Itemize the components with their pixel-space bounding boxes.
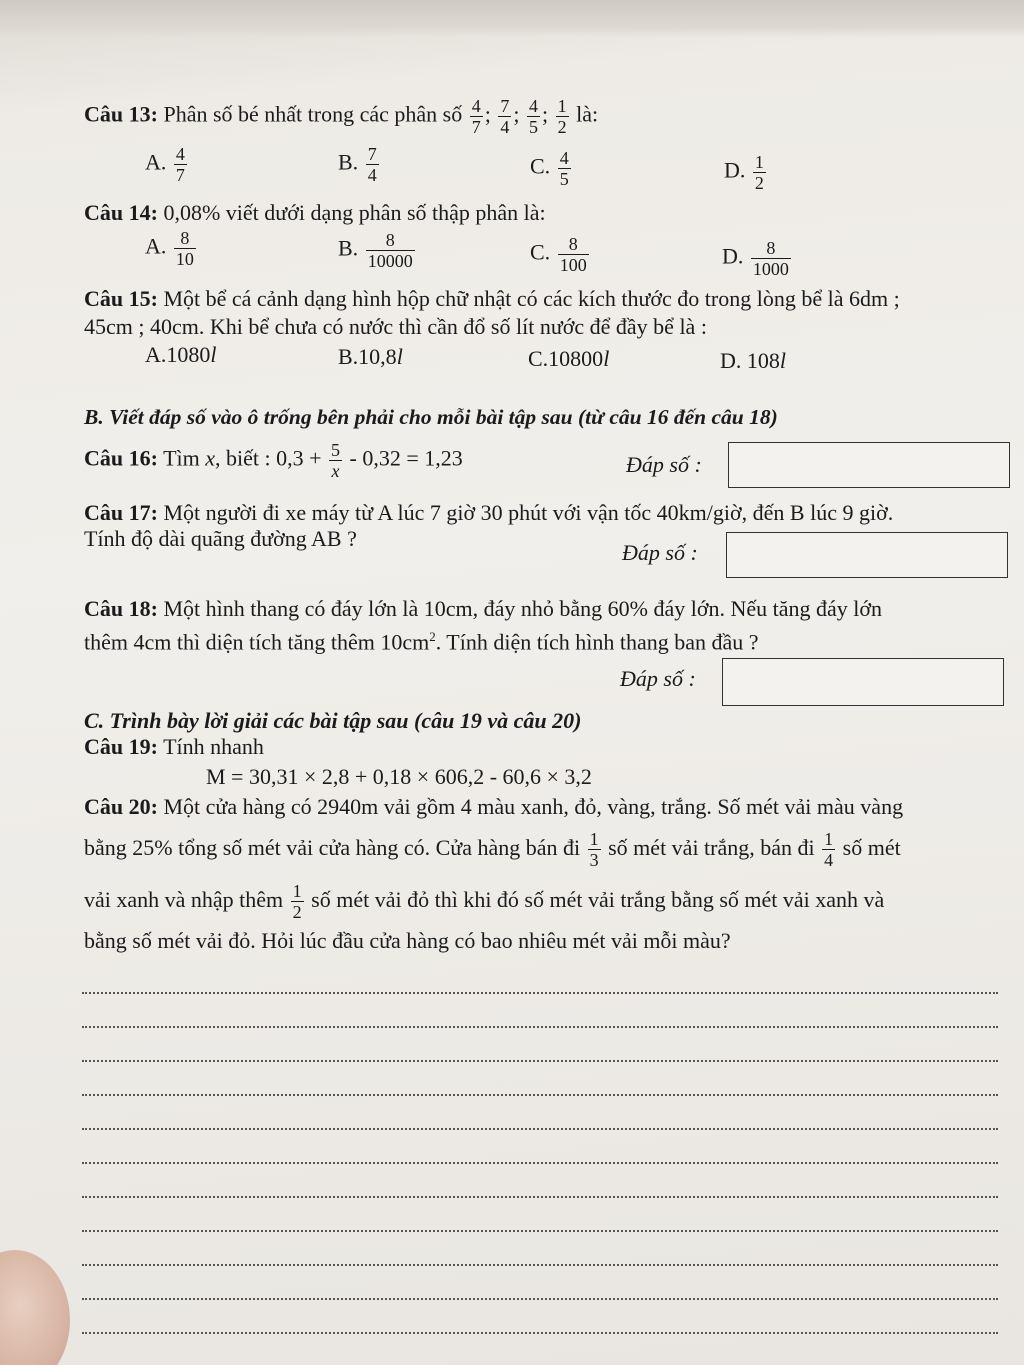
q18-stem-line2: thêm 4cm thì diện tích tăng thêm $10cm^2$. Tính diện tích hình thang ban đầu ? bbox=[84, 629, 759, 655]
q15-label: Câu 15: bbox=[84, 286, 158, 311]
q19-expression: M = 30,31 × 2,8 + 0,18 × 606,2 - 60,6 × 3,2 bbox=[206, 764, 592, 789]
q18-stem-line1: Câu 18: Một hình thang có đáy lớn là 10cm, đáy nhỏ bằng 60% đáy lớn. Nếu tăng đáy lớn bbox=[84, 596, 883, 621]
q14-option-d[interactable]: D. $\frac{8}{1000}$ bbox=[722, 238, 789, 279]
q20-stem-line2: bằng 25% tổng số mét vải cửa hàng có. Cửa hàng bán đi $\frac{1}{3}$ số mét vải trắng, bán đi $\frac{1}{4}$ số mét bbox=[84, 829, 901, 871]
q15-option-d[interactable]: D. 108l bbox=[720, 348, 787, 373]
q17-answer-box[interactable] bbox=[726, 532, 1008, 578]
q15-stem-line1: Câu 15: Một bể cá cảnh dạng hình hộp chữ nhật có các kích thước đo trong lòng bể là 6dm ; bbox=[84, 286, 900, 311]
answer-line-5[interactable] bbox=[82, 1128, 998, 1130]
q16-answer-label: Đáp số : bbox=[626, 452, 702, 477]
q14-stem bbox=[84, 200, 546, 226]
thumb-shadow bbox=[0, 1250, 70, 1365]
answer-line-10[interactable] bbox=[82, 1298, 998, 1300]
q17-answer-label: Đáp số : bbox=[622, 540, 698, 565]
q14-option-c[interactable]: C. $\frac{8}{100}$ bbox=[530, 234, 587, 275]
q17-stem-line1: Câu 17: Một người đi xe máy từ A lúc 7 giờ 30 phút với vận tốc 40km/giờ, đến B lúc 9 giờ. bbox=[84, 500, 894, 525]
q13-option-a[interactable]: A. $\frac{4}{7}$ bbox=[145, 144, 185, 185]
q16-label: Câu 16: bbox=[84, 445, 158, 471]
section-b-heading: B. Viết đáp số vào ô trống bên phải cho mỗi bài tập sau (từ câu 16 đến câu 18) bbox=[84, 405, 778, 429]
q13-frac-4: $\frac{1}{2}$ bbox=[557, 96, 567, 137]
q16-answer-box[interactable] bbox=[728, 442, 1010, 488]
answer-line-7[interactable] bbox=[82, 1196, 998, 1198]
q13-frac-2: $\frac{7}{4}$ bbox=[500, 96, 510, 137]
q17-label: Câu 17: bbox=[84, 500, 158, 525]
q15-option-c[interactable]: C.10800l bbox=[528, 346, 610, 371]
answer-line-9[interactable] bbox=[82, 1264, 998, 1266]
answer-line-11[interactable] bbox=[82, 1332, 998, 1334]
q19-stem: Câu 19: Tính nhanh bbox=[84, 734, 264, 759]
q14-option-b[interactable]: B. $\frac{8}{10000}$ bbox=[338, 230, 413, 271]
answer-line-1[interactable] bbox=[82, 992, 998, 994]
q14-text: 0,08% viết dưới dạng phân số thập phân là: bbox=[163, 200, 546, 225]
answer-line-8[interactable] bbox=[82, 1230, 998, 1232]
q13-option-b[interactable]: B. $\frac{7}{4}$ bbox=[338, 144, 377, 185]
answer-line-2[interactable] bbox=[82, 1026, 998, 1028]
q14-option-a[interactable]: A. $\frac{8}{10}$ bbox=[145, 228, 194, 269]
q13-text: Phân số bé nhất trong các phân số bbox=[163, 101, 463, 127]
section-c-heading: C. Trình bày lời giải các bài tập sau (câu 19 và câu 20) bbox=[84, 708, 582, 733]
q14-label: Câu 14: bbox=[84, 200, 158, 225]
q15-stem-line2: 45cm ; 40cm. Khi bể chưa có nước thì cần đổ số lít nước để đầy bể là : bbox=[84, 314, 707, 339]
q15-option-b[interactable]: B.10,8l bbox=[338, 344, 403, 369]
q20-frac-one-fourth: $\frac{1}{4}$ bbox=[824, 829, 834, 871]
answer-line-4[interactable] bbox=[82, 1094, 998, 1096]
answer-line-6[interactable] bbox=[82, 1162, 998, 1164]
q20-frac-one-third: $\frac{1}{3}$ bbox=[589, 829, 599, 871]
q13-frac-3: $\frac{4}{5}$ bbox=[528, 96, 538, 137]
q18-label: Câu 18: bbox=[84, 596, 158, 621]
q13-option-c[interactable]: C. $\frac{4}{5}$ bbox=[530, 148, 569, 189]
q20-stem-line3: vải xanh và nhập thêm $\frac{1}{2}$ số mét vải đỏ thì khi đó số mét vải trắng bằng số mét vải xanh và bbox=[84, 881, 885, 923]
q16-fraction: $\frac{5}{x}$ bbox=[331, 440, 341, 481]
q13-option-d[interactable]: D. $\frac{1}{2}$ bbox=[724, 152, 764, 193]
q13-stem: Câu 13: Phân số bé nhất trong các phân số $\frac{4}{7}$ ; $\frac{7}{4}$ ; $\frac{4}{5}$ ; $\frac{1}{2}$ là: bbox=[84, 96, 599, 137]
q18-answer-box[interactable] bbox=[722, 658, 1004, 706]
q13-frac-1: $\frac{4}{7}$ bbox=[471, 96, 481, 137]
q20-stem-line1: Câu 20: Một cửa hàng có 2940m vải gồm 4 màu xanh, đỏ, vàng, trắng. Số mét vải màu vàng bbox=[84, 794, 904, 819]
q19-label: Câu 19: bbox=[84, 734, 158, 759]
q15-option-a[interactable]: A.1080l bbox=[145, 342, 217, 367]
q20-stem-line4: bằng số mét vải đỏ. Hỏi lúc đầu cửa hàng có bao nhiêu mét vải mỗi màu? bbox=[84, 928, 731, 953]
q16-stem: Câu 16: Tìm x, biết : 0,3 + $\frac{5}{x}$ - 0,32 = 1,23 bbox=[84, 440, 463, 481]
answer-line-3[interactable] bbox=[82, 1060, 998, 1062]
q20-label: Câu 20: bbox=[84, 794, 158, 819]
q18-answer-label: Đáp số : bbox=[620, 666, 696, 691]
q13-tail: là: bbox=[576, 101, 599, 127]
q17-stem-line2: Tính độ dài quãng đường AB ? bbox=[84, 526, 357, 551]
q20-frac-one-half: $\frac{1}{2}$ bbox=[292, 881, 302, 923]
page-top-edge bbox=[0, 0, 1024, 38]
q13-label: Câu 13: bbox=[84, 101, 158, 127]
